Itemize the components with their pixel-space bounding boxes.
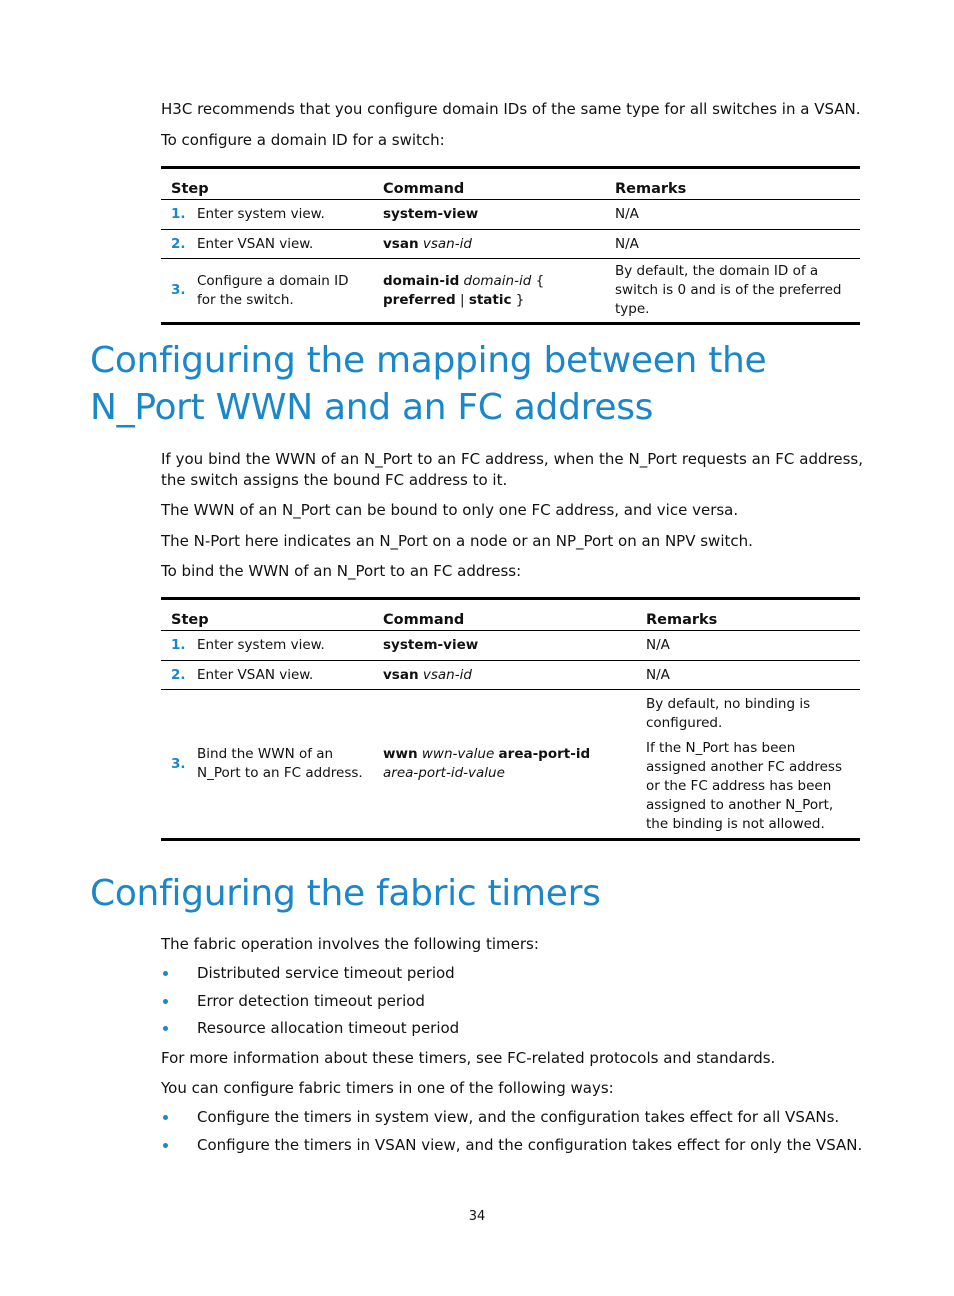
step-remarks: N/A: [605, 230, 860, 259]
step-command: domain-id domain-id { preferred | static }: [373, 259, 605, 324]
step-remarks: N/A: [636, 631, 860, 661]
intro-paragraph: H3C recommends that you configure domain IDs of the same type for all switches in a VSAN.: [161, 100, 861, 118]
step-number: 1.: [161, 631, 193, 661]
wwn-binding-steps-table: [161, 597, 860, 841]
table-row: [161, 631, 860, 661]
step-remarks: By default, the domain ID of a switch is 0 and is of the preferred type.: [605, 259, 860, 324]
header-remarks: Remarks: [636, 599, 860, 631]
header-command: Command: [373, 599, 636, 631]
step-command: vsan vsan-id: [373, 661, 636, 690]
step-command: vsan vsan-id: [373, 230, 605, 259]
step-remarks: [636, 690, 860, 840]
remarks-restriction: If the N_Port has been assigned another FC address or the FC address has been assigned to another N_Port, the binding is not allowed.: [646, 739, 842, 832]
table-row: [161, 690, 860, 840]
step-remarks: N/A: [605, 200, 860, 230]
bullet-icon: [163, 1026, 168, 1031]
step-number: 1.: [161, 200, 193, 230]
table-row: [161, 200, 860, 230]
section2-lead-in: You can configure fabric timers in one of the following ways:: [161, 1079, 614, 1097]
remarks-default: By default, no binding is configured.: [646, 695, 811, 731]
step-description: Enter system view.: [193, 631, 373, 661]
step-command: wwn wwn-value area-port-id area-port-id-value: [373, 690, 636, 840]
step-remarks: N/A: [636, 661, 860, 690]
bullet-icon: [163, 1143, 168, 1148]
section1-lead-in: To bind the WWN of an N_Port to an FC address:: [161, 562, 522, 580]
step-description: Bind the WWN of an N_Port to an FC address.: [193, 690, 373, 840]
config-ways-list: [161, 1106, 863, 1161]
list-item: Error detection timeout period: [161, 990, 863, 1018]
list-item: Resource allocation timeout period: [161, 1017, 863, 1045]
table-row: [161, 230, 860, 259]
step-command: system-view: [373, 631, 636, 661]
step-description: Configure a domain ID for the switch.: [193, 259, 373, 324]
header-step: Step: [161, 168, 373, 200]
list-item: Distributed service timeout period: [161, 962, 863, 990]
step-command: system-view: [373, 200, 605, 230]
section-heading-fabric-timers: Configuring the fabric timers: [90, 873, 601, 914]
list-item: Configure the timers in system view, and the configuration takes effect for all VSANs.: [161, 1106, 863, 1134]
step-description: Enter VSAN view.: [193, 230, 373, 259]
header-command: Command: [373, 168, 605, 200]
step-number: 2.: [161, 230, 193, 259]
bullet-icon: [163, 999, 168, 1004]
header-step: Step: [161, 599, 373, 631]
section-heading-wwn-mapping: Configuring the mapping between the N_Port WWN and an FC address: [90, 340, 767, 428]
section1-paragraph: The N-Port here indicates an N_Port on a node or an NP_Port on an NPV switch.: [161, 532, 753, 550]
timer-list: [161, 962, 863, 1045]
step-number: 3.: [161, 259, 193, 324]
section1-paragraph: If you bind the WWN of an N_Port to an FC address, when the N_Port requests an FC address, the switch assigns the bound FC address to it.: [161, 450, 863, 489]
section2-paragraph: For more information about these timers, see FC-related protocols and standards.: [161, 1049, 776, 1067]
header-remarks: Remarks: [605, 168, 860, 200]
step-number: 2.: [161, 661, 193, 690]
bullet-icon: [163, 1115, 168, 1120]
intro-lead-in: To configure a domain ID for a switch:: [161, 131, 445, 149]
table-row: [161, 661, 860, 690]
bullet-icon: [163, 971, 168, 976]
step-description: Enter VSAN view.: [193, 661, 373, 690]
list-item: Configure the timers in VSAN view, and the configuration takes effect for only the VSAN.: [161, 1134, 863, 1162]
step-description: Enter system view.: [193, 200, 373, 230]
section2-paragraph: The fabric operation involves the following timers:: [161, 935, 539, 953]
step-number: 3.: [161, 690, 193, 840]
domain-id-steps-table: [161, 166, 860, 325]
section1-paragraph: The WWN of an N_Port can be bound to only one FC address, and vice versa.: [161, 501, 739, 519]
page-number: 34: [468, 1209, 486, 1224]
table-row: [161, 259, 860, 324]
